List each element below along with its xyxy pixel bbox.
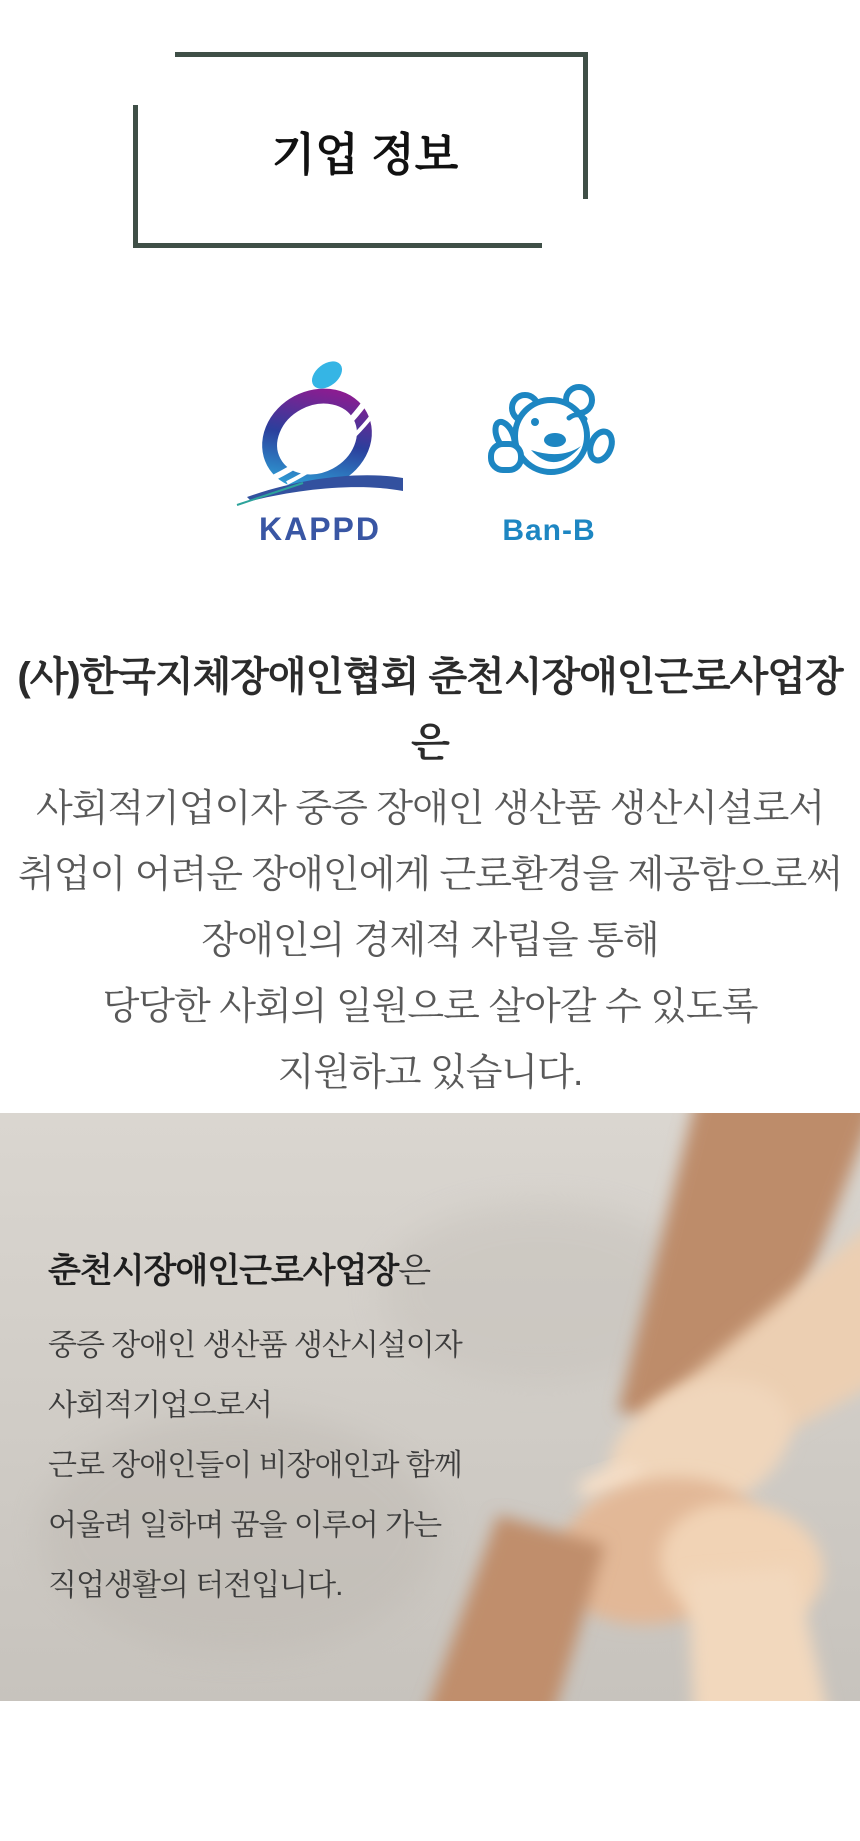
feature-line: 사회적기업으로서 (48, 1389, 272, 1422)
feature-photo-section (0, 1113, 860, 1701)
feature-heading-suffix: 은 (398, 1252, 431, 1290)
intro-line: 취업이 어려운 장애인에게 근로환경을 제공함으로써 (18, 854, 842, 896)
intro-line: (사)한국지체장애인협회 춘천시장애인근로사업장은 (17, 655, 843, 765)
feature-description (48, 1316, 508, 1616)
banb-logo (469, 384, 629, 548)
feature-line: 직업생활의 터전입니다. (48, 1569, 343, 1602)
kappd-swirl-icon (231, 357, 409, 509)
company-intro-text (0, 644, 860, 1106)
feature-line: 중증 장애인 생산품 생산시설이자 (48, 1329, 462, 1362)
page-title: 기업 정보 (271, 128, 459, 180)
feature-line: 어울려 일하며 꿈을 이루어 가는 (48, 1509, 442, 1542)
intro-line: 당당한 사회의 일원으로 살아갈 수 있도록 (102, 986, 758, 1028)
intro-line: 사회적기업이자 중증 장애인 생산품 생산시설로서 (35, 788, 825, 830)
kappd-logo-label: KAPPD (258, 511, 381, 547)
partner-logos (0, 356, 860, 548)
banb-bear-icon (469, 384, 629, 510)
title-section (0, 0, 860, 248)
feature-line: 근로 장애인들이 비장애인과 함께 (48, 1449, 462, 1482)
intro-line: 지원하고 있습니다. (277, 1052, 583, 1094)
kappd-logo (231, 357, 409, 548)
banb-logo-label: Ban-B (502, 514, 596, 547)
feature-heading (48, 1243, 508, 1292)
intro-line: 장애인의 경제적 자립을 통해 (201, 920, 659, 962)
feature-heading-strong: 춘천시장애인근로사업장 (48, 1252, 399, 1290)
feature-text-overlay (48, 1243, 508, 1616)
